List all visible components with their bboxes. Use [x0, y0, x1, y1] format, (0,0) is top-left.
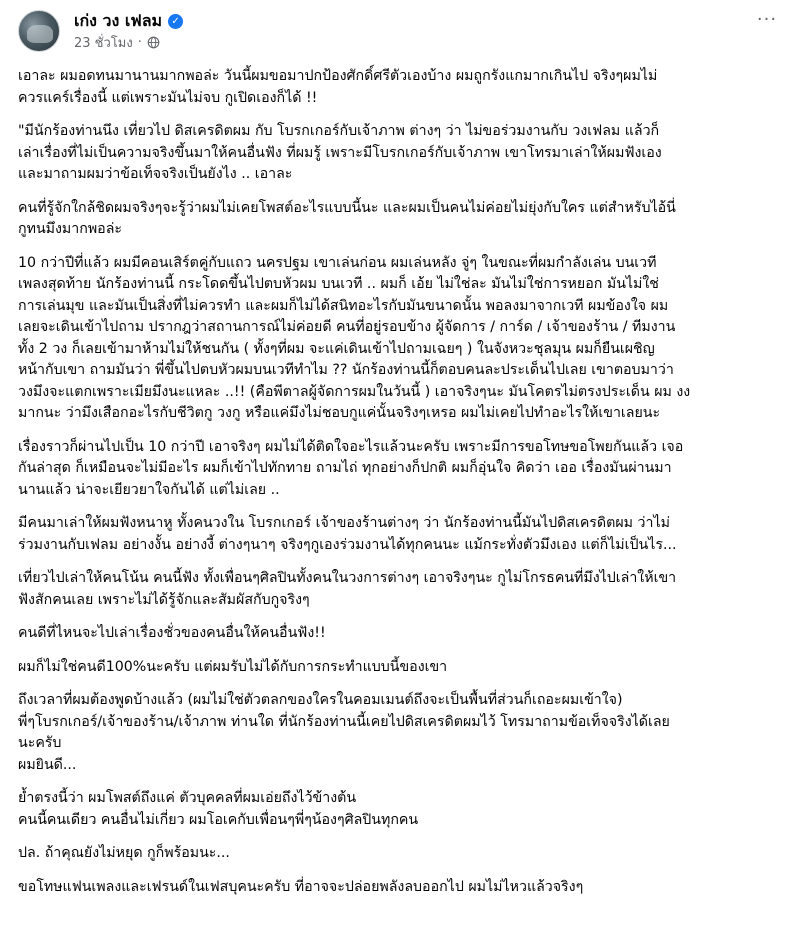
verified-badge-icon: ✓: [168, 14, 183, 29]
post-body: [18, 66, 784, 910]
post-paragraph: ขอโทษแฟนเพลงและเฟรนด์ในเฟสบุคนะครับ ที่อาจจะปล่อยพลังลบออกไป ผมไม่ไหวแล้วจริงๆ: [18, 878, 584, 895]
author-name-row: [74, 10, 183, 32]
author-avatar[interactable]: [18, 10, 60, 52]
globe-icon: [147, 36, 160, 49]
post-paragraph: คนดีที่ไหนจะไปเล่าเรื่องชั่วของคนอื่นให้คนอื่นฟัง!!: [18, 625, 326, 641]
more-options-icon[interactable]: ···: [756, 9, 778, 30]
post-paragraph: 10 กว่าปีที่แล้ว ผมมีคอนเสิร์ตคู่กับแถว นครปฐม เขาเล่นก่อน ผมเล่นหลัง จู่ๆ ในขณะที่ผมกำลังเล่น บนเวที เพลงสุดท้าย นักร้องท่านนี้ กระโดดขึ้นไปตบหัวผม บนเวที .. ผมก็ เอ้ย ไม่ใช่ละ มันไม่ใช่การหยอก มันไม่ใช่ การเล่นมุข และมันเป็นสิ่งที่ไม่ควรทำ และผมก็ไม่ได้สนิทอะไรกับมันขนาดนั้น พอลงมาจากเวที ผมข้องใจ ผม เลยจะเดินเข้าไปถาม ปรากฎว่าสถานการณ์ไม่ค่อยดี คนที่อยู่รอบข้าง ผู้จัดการ / การ์ด / เจ้าของร้าน / ทีมงาน ทั้ง 2 วง ก็เลยเข้ามาห้ามไม่ให้ชนกัน ( ทั้งๆที่ผม จะแค่เดินเข้าไปถามเฉยๆ ) ในจังหวะชุลมุน ผมก็ยืนเผชิญ หน้ากับเขา ถามมันว่า พี่ขึ้นไปตบหัวผมบนเวทีทำไม ?? นักร้องท่านนี้ก็ตอบคนละประเด็นไปเลย เขาตอบมาว่า วงมึงจะแตกเพราะเมียมึงนะแหละ ..!! (คือพีตาลผู้จัดการผมในวันนี้ ) เอาจริงๆนะ มันโคตรไม่ตรงประเด็น ผม งง มากนะ ว่ามึงเสือกอะไรกับชีวิตกู วงกู หรือแค่มึงไม่ชอบกูแค่นั้นจริงๆเหรอ ผมไม่เคยไปทำอะไรให้เขาเลยนะ: [18, 254, 691, 421]
post-paragraph: ย้ำตรงนี้ว่า ผมโพสต์ถึงแค่ ตัวบุคคลที่ผมเอ่ยถึงไว้ข้างต้น คนนี้คนเดียว คนอื่นไม่เกี่ยว ผมโอเคกับเพื่อนๆพี่ๆน้องๆศิลปินทุกคน: [18, 790, 419, 828]
post-paragraph: คนที่รู้จักใกล้ชิดผมจริงๆจะรู้ว่าผมไม่เคยโพสต์อะไรแบบนี้นะ และผมเป็นคนไม่ค่อยไม่ยุ่งกับใคร แต่สำหรับไอ้นี่ กูทนมึงมากพอล่ะ: [18, 199, 676, 237]
post-meta: [74, 33, 160, 51]
post-paragraph: ปล. ถ้าคุณยังไม่หยุด กูก็พร้อมนะ...: [18, 845, 230, 861]
post-timestamp[interactable]: 23 ชั่วโมง: [74, 35, 133, 51]
author-name[interactable]: เก่ง วง เฟลม: [74, 10, 163, 30]
post-paragraph: ถึงเวลาที่ผมต้องพูดบ้างแล้ว (ผมไม่ใช่ตัวตลกของใครในคอมเมนต์ถึงจะเป็นพื้นที่ส่วนก็เถอะผมเข้าใจ) พี่ๆโบรกเกอร์/เจ้าของร้าน/เจ้าภาพ ท่านใด ที่นักร้องท่านนี้เคยไปดิสเครดิตผมไว้ โทรมาถามข้อเท็จจริงได้เลย นะครับ ผมยินดี...: [18, 692, 670, 773]
post-paragraph: เที่ยวไปเล่าให้คนโน้น คนนี้ฟัง ทั้งเพื่อนๆศิลปินทั้งคนในวงการต่างๆ เอาจริงๆนะ กูไม่โกรธคนที่มึงไปเล่าให้เขา ฟังสักคนเลย เพราะไม่ได้รู้จักและสัมผัสกับกูจริงๆ: [18, 570, 677, 608]
post-paragraph: "มีนักร้องท่านนึง เที่ยวไป ดิสเครดิตผม กับ โบรกเกอร์กับเจ้าภาพ ต่างๆ ว่า ไม่ขอร่วมงานกับ วงเฟลม แล้วก็ เล่าเรื่องที่ไม่เป็นความจริงขึ้นมาให้คนอื่นฟัง ที่ผมรู้ เพราะมีโบรกเกอร์กับเจ้าภาพ เขาโทรมาเล่าให้ผมฟังเอง และมาถามผมว่าข้อเท็จจริงเป็นยังไง .. เอาละ: [18, 123, 662, 182]
post-paragraph: มีคนมาเล่าให้ผมฟังหนาหู ทั้งคนวงใน โบรกเกอร์ เจ้าของร้านต่างๆ ว่า นักร้องท่านนี้มันไปดิสเครดิตผม ว่าไม่ ร่วมงานกับเฟลม อย่างงั้น อย่างงี้ ต่างๆนาๆ จริงๆกูเองร่วมงานได้ทุกคนนะ แม้กระทั่งตัวมึงเอง แต่ก็ไม่เป็นไร...: [18, 515, 677, 553]
meta-separator: ·: [137, 34, 142, 50]
post-paragraph: ผมก็ไม่ใช่คนดี100%นะครับ แต่ผมรับไม่ได้กับการกระทำแบบนี้ของเขา: [18, 658, 448, 675]
post-paragraph: เอาละ ผมอดทนมานานมากพอล่ะ วันนี้ผมขอมาปกป้องศักดิ์ศรีตัวเองบ้าง ผมถูกรังแกมากเกินไป จริงๆผมไม่ ควรแคร์เรื่องนี้ แต่เพราะมันไม่จบ กูเปิดเองก็ได้ !!: [18, 68, 658, 106]
post-header: [18, 10, 782, 54]
post-paragraph: เรื่องราวก็ผ่านไปเป็น 10 กว่าปี เอาจริงๆ ผมไม่ได้ติดใจอะไรแล้วนะครับ เพราะมีการขอโทษขอโพยกันแล้ว เจอ กันล่าสุด ก็เหมือนจะไม่มีอะไร ผมก็เข้าไปทักทาย ถามไถ่ ทุกอย่างก็ปกติ ผมก็อุ่นใจ คิดว่า เออ เรื่องมันผ่านมา นานแล้ว น่าจะเยียวยาใจกันได้ แต่ไม่เลย ..: [18, 438, 684, 498]
